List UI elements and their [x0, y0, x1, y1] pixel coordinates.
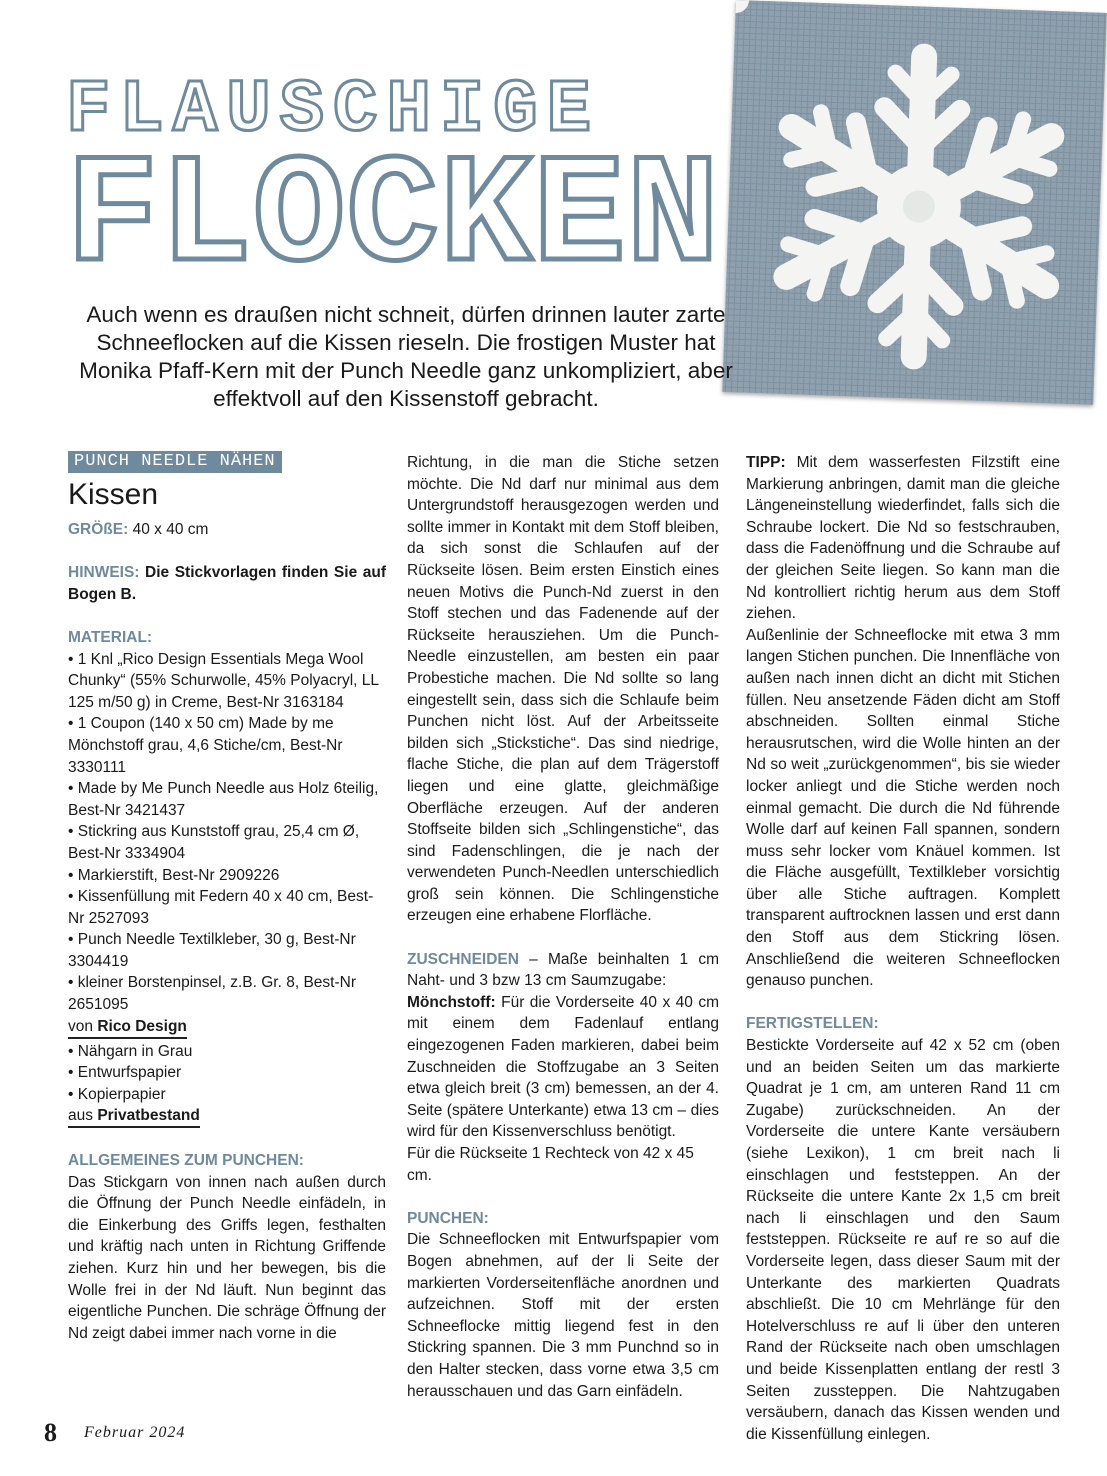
list-item: • Made by Me Punch Needle aus Holz 6teilig, Best-Nr 3421437 — [68, 780, 379, 819]
title-line-2: FLOCKEN — [66, 132, 720, 306]
column-3 — [746, 452, 1060, 1445]
title-line-1: FLAUSCHIGE — [66, 69, 601, 153]
general-text-part1: Das Stickgarn von innen nach außen durch die Öffnung der Punch Needle einfädeln, in die Einkerbung des Griffs legen, festhalten und kräftig nach unten in Richtung Griffende ziehen. Kurz hin und her bewegen, bis die Wolle frei in der Nd läuft. Nun beginnt das eigentliche Punchen. Die schräge Öffnung der Nd zeigt dabei immer nach vorne in die — [68, 1173, 386, 1342]
tip-continued: Außenlinie der Schneeflocke mit etwa 3 mm langen Stichen punchen. Die Innenfläche von außen nach innen dicht an dicht mit Stichen füllen. Neu ansetzende Fäden dicht am Stoff abschneiden. Sollten einmal Stiche herausrutschen, wird die Wolle hinten an der Nd so weit „zurückgenommen“, bis sie wieder locker anliegt und die Stiche werden noch einmal gemacht. Die durch die Nd führende Wolle darf auf keinen Fall spannen, sondern muss sehr locker vom Knäuel kommen. Ist die Fläche ausgefüllt, Textilkleber vorsichtig über alle Stiche auftragen. Komplett transparent auftrocknen lassen und erst dann den Stoff aus dem Stickring lösen. Anschließend die weiteren Schneeflocken genauso punchen. — [746, 626, 1060, 990]
size-label: GRÖßE: — [68, 521, 129, 538]
note-line — [68, 562, 386, 605]
snowflake-icon — [722, 0, 1106, 405]
list-item: • Stickring aus Kunststoff grau, 25,4 cm Ø, Best-Nr 3334904 — [68, 823, 360, 862]
general-text-part2: Richtung, in die man die Stiche setzen möchte. Die Nd darf nur minimal aus dem Untergrundstoff herausgezogen werden und sollte immer in Kontakt mit dem Stoff bleiben, da sich sonst die Schlaufen auf der Rückseite lösen. Beim ersten Einstich eines neuen Motivs die Punch-Nd zuerst in den Stoff stechen und das Fadenende auf der Rückseite herausziehen. Um die Punch-Needle einzustellen, am besten ein paar Probestiche machen. Die Nd sollte so lang eingestellt sein, dass sich die Schlaufe beim Punchen nicht löst. Auf der Arbeitsseite bilden sich „Stickstiche“. Das sind niedrige, flache Stiche, die plan auf dem Trägerstoff liegen und eine glatte, gleichmäßige Oberfläche erzeugen. Auf der anderen Stoffseite bilden sich „Schlingenstiche“, das sind Fadenschlingen, die je nach der verwendeten Punch-Needlen unterschiedlich groß sein können. Die Schlingenstiche erzeugen eine erhabene Florfläche. — [407, 454, 719, 925]
cutting-fabric: Mönchstoff: Für die Vorderseite 40 x 40 cm mit einem dem Fadenlauf entlang eingezogenen Faden markieren, dabei beim Zuschneiden die Stoffzugabe an 3 Seiten etwa gleich breit (3 cm) bemessen, an der 4. Seite (spätere Unterkante) etwa 13 cm – dies wird für den Kissenverschluss benötigt. — [407, 993, 719, 1141]
list-item: • Markierstift, Best-Nr 2909226 — [68, 866, 280, 884]
project-title: Kissen — [68, 478, 159, 511]
cutting-heading: ZUSCHNEIDEN — [407, 950, 519, 968]
general-heading: ALLGEMEINES ZUM PUNCHEN: — [68, 1152, 304, 1170]
list-item: • Kopierpapier — [68, 1085, 166, 1103]
punching-text: Die Schneeflocken mit Entwurfspapier vom Bogen abnehmen, auf der li Seite der markierten Vorderseitenfläche anordnen und aufzeichnen. Stoff mit der ersten Schneeflocke mittig liegend fest in den Stickring spannen. Die 3 mm Punchnd so in den Halter stecken, dass vorne etwa 3,5 cm herausschauen und das Garn einfädeln. — [407, 1231, 719, 1400]
list-item: • Entwurfspapier — [68, 1064, 182, 1082]
category-banner: PUNCH NEEDLE NÄHEN — [68, 451, 282, 473]
source-rico: von Rico Design — [68, 1016, 386, 1039]
list-item: • Nähgarn in Grau — [68, 1042, 193, 1060]
cutting-back: Für die Rückseite 1 Rechteck von 42 x 45 cm. — [407, 1145, 694, 1184]
size-line — [68, 519, 386, 541]
note-value: Die Stickvorlagen finden Sie auf Bogen B. — [68, 564, 386, 603]
column-2 — [407, 452, 719, 1402]
issue-date: Februar 2024 — [84, 1424, 186, 1441]
note-label: HINWEIS: — [68, 564, 140, 582]
column-1 — [68, 450, 386, 1344]
size-value: 40 x 40 cm — [132, 521, 209, 538]
list-item: • Kissenfüllung mit Federn 40 x 40 cm, Best-Nr 2527093 — [68, 888, 374, 927]
finishing-text: Bestickte Vorderseite auf 42 x 52 cm (oben und an beiden Seiten um das markierte Quadrat je 1 cm, am unteren Rand 11 cm Zugabe) zurückschneiden. An der Vorderseite die untere Kante versäubern (siehe Lexikon), 1 cm breit nach li einschlagen und feststeppen. An der Rückseite die untere Kante 2x 1,5 cm breit nach li einschlagen und den Saum feststeppen. Rückseite re auf re so auf die Vorderseite legen, dass dieser Saum mit der Unterkante des markierten Quadrats abschließt. Die 10 cm Mehrlänge für den Hotelverschluss re auf li über den unteren Rand der Rückseite nach oben umschlagen und beide Kissenplatten entlang der restl 3 Seiten zussteppen. Die Nahtzugaben versäubern, danach das Kissen wenden und die Kissenfüllung einlegen. — [746, 1037, 1060, 1443]
finishing-heading: FERTIGSTELLEN: — [746, 1015, 879, 1033]
snowflake-photo — [722, 0, 1106, 405]
material-list — [68, 649, 386, 1129]
list-item: • 1 Coupon (140 x 50 cm) Made by me Mönchstoff grau, 4,6 Stiche/cm, Best-Nr 3330111 — [68, 715, 343, 776]
list-item: • kleiner Borstenpinsel, z.B. Gr. 8, Best-Nr 2651095 — [68, 974, 356, 1014]
punching-heading: PUNCHEN: — [407, 1209, 489, 1227]
tip-text: TIPP: Mit dem wasserfesten Filzstift eine Markierung anbringen, damit man die gleiche Längeneinstellung wiederfindet, falls sich die Schraube lockert. Die Nd so festschrauben, dass die Fadenöffnung und die Schraube auf der gleichen Seite liegen. So kann man die Nd kontrolliert richtig herum aus dem Stoff ziehen. — [746, 454, 1060, 623]
list-item: • Punch Needle Textilkleber, 30 g, Best-Nr 3304419 — [68, 931, 356, 970]
list-item: • 1 Knl „Rico Design Essentials Mega Wool Chunky“ (55% Schurwolle, 45% Polyacryl, LL 125 m/50 g) in Creme, Best-Nr 3163184 — [68, 650, 379, 711]
page-number: 8 — [44, 1418, 57, 1447]
intro-text: Auch wenn es draußen nicht schneit, dürfen drinnen lauter zarte Schneeflocken auf die Kissen rieseln. Die frostigen Muster hat Monika Pfaff-Kern mit der Punch Needle ganz unkompliziert, aber effektvoll auf den Kissenstoff gebracht. — [79, 302, 733, 411]
cutting-intro: ZUSCHNEIDEN – Maße beinhalten 1 cm Naht- und 3 bzw 13 cm Saumzugabe: — [407, 950, 719, 990]
general-full-text — [0, 0, 1, 1]
material-heading: MATERIAL: — [68, 628, 153, 646]
source-private: aus Privatbestand — [68, 1105, 386, 1128]
